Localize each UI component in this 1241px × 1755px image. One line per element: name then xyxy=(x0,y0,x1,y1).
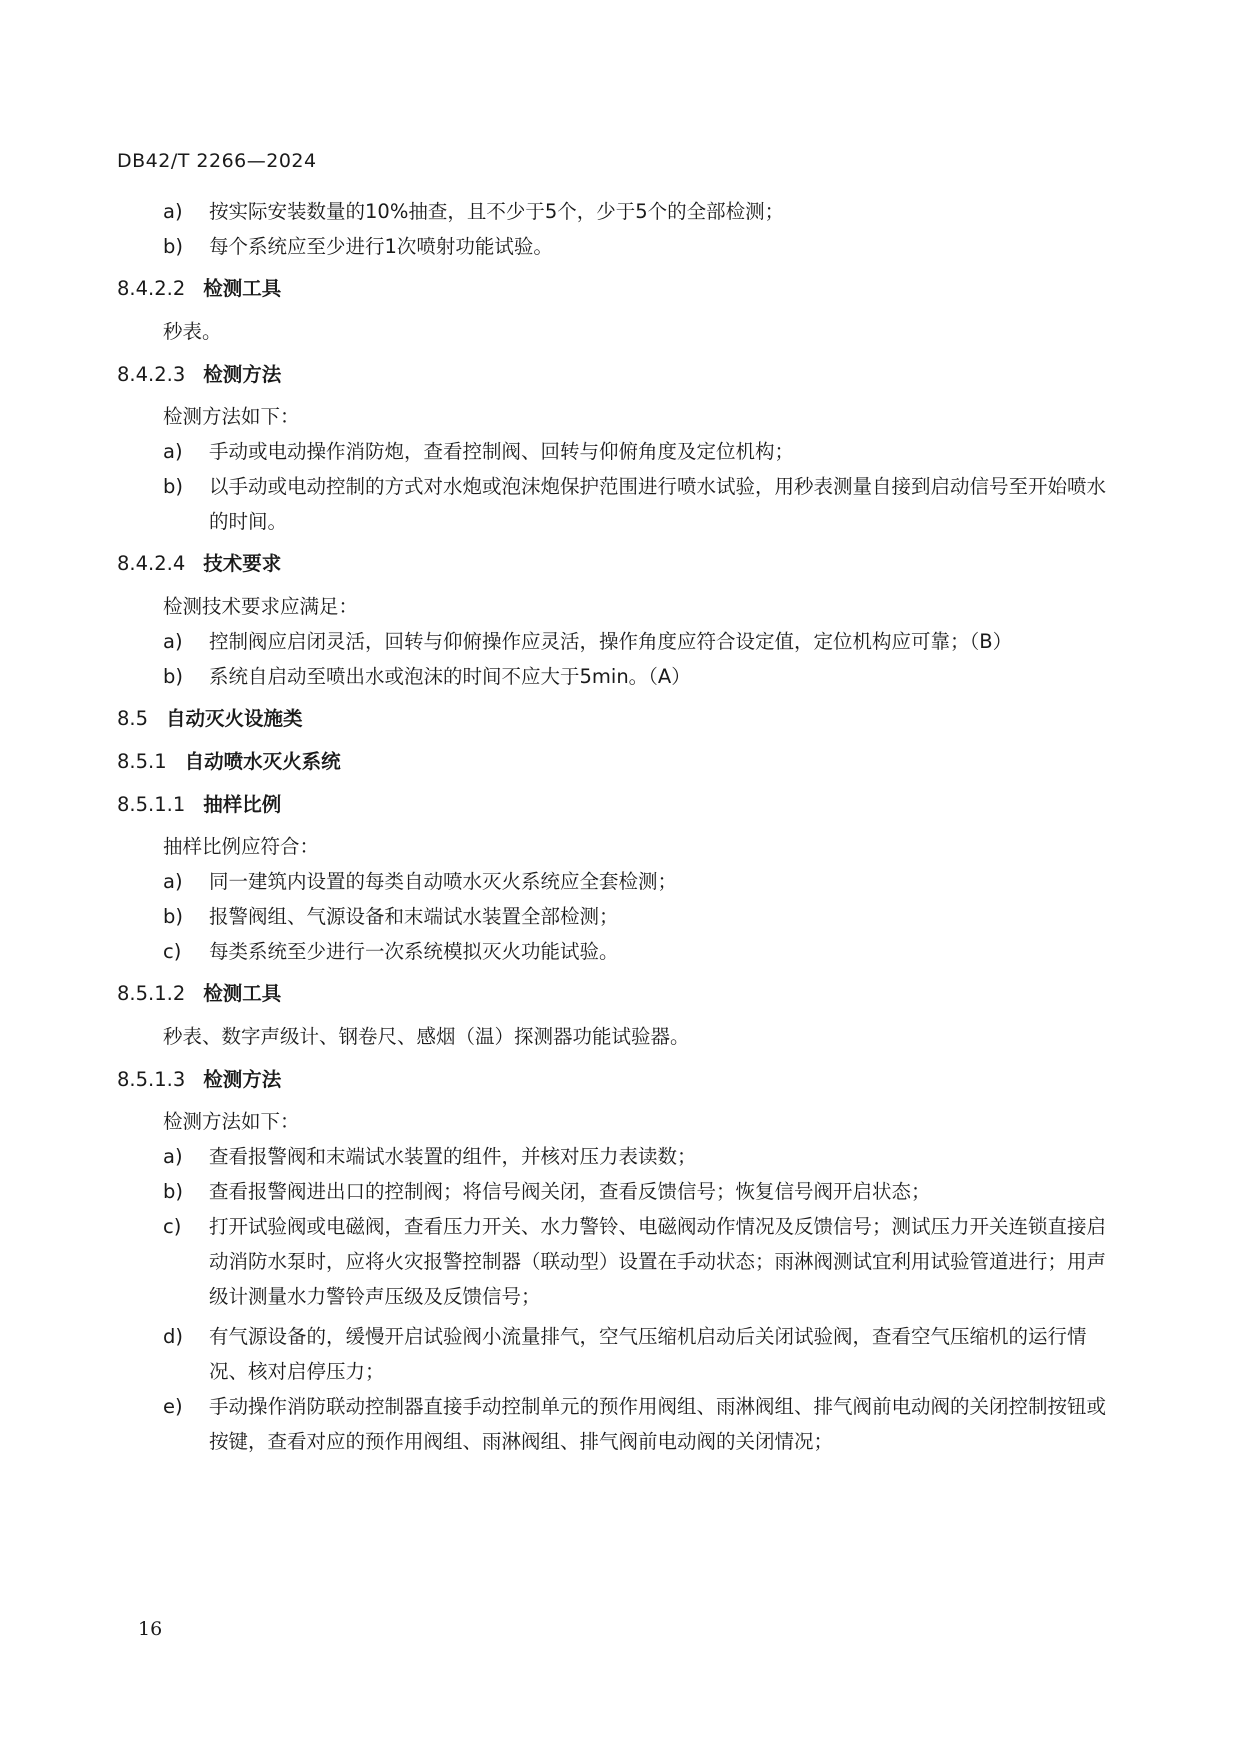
section-title: 自动灭火设施类 xyxy=(166,707,303,730)
list-item xyxy=(163,229,1111,264)
list-item-text: 按实际安装数量的10%抽查，且不少于5个，少于5个的全部检测； xyxy=(209,200,785,223)
section-heading xyxy=(117,357,281,392)
section-title: 技术要求 xyxy=(203,552,282,575)
list-item-label: b) xyxy=(163,1180,183,1203)
section-number: 8.5 xyxy=(117,707,149,730)
list-item xyxy=(163,1389,1111,1459)
paragraph: 秒表。 xyxy=(163,320,222,343)
list-item xyxy=(163,1139,1111,1174)
list-item-label: b) xyxy=(163,475,183,498)
section-heading xyxy=(117,744,341,779)
section-title: 检测工具 xyxy=(203,277,282,300)
section-number: 8.4.2.2 xyxy=(117,277,186,300)
list-item-label: b) xyxy=(163,905,183,928)
list-item-label: a) xyxy=(163,870,183,893)
list-item-text: 报警阀组、气源设备和末端试水装置全部检测； xyxy=(209,905,619,928)
list-item xyxy=(163,1209,1111,1314)
paragraph: 检测方法如下： xyxy=(163,405,300,428)
section-title: 检测方法 xyxy=(203,1068,282,1091)
list-item-label: a) xyxy=(163,440,183,463)
section-number: 8.4.2.3 xyxy=(117,363,186,386)
document-header: DB42/T 2266—2024 xyxy=(117,150,317,172)
section-title: 检测方法 xyxy=(203,363,282,386)
list-item-text: 手动或电动操作消防炮，查看控制阀、回转与仰俯角度及定位机构； xyxy=(209,440,795,463)
section-heading xyxy=(117,271,281,306)
list-item-text: 手动操作消防联动控制器直接手动控制单元的预作用阀组、雨淋阀组、排气阀前电动阀的关闭控制按钮或按键，查看对应的预作用阀组、雨淋阀组、排气阀前电动阀的关闭情况； xyxy=(209,1395,1107,1453)
list-item-label: a) xyxy=(163,1145,183,1168)
list-item-label: c) xyxy=(163,1215,182,1238)
list-item-text: 有气源设备的，缓慢开启试验阀小流量排气，空气压缩机启动后关闭试验阀，查看空气压缩机的运行情况、核对启停压力； xyxy=(209,1325,1087,1383)
list-item xyxy=(163,1319,1111,1389)
list-item xyxy=(163,659,1111,694)
list-item-text: 每类系统至少进行一次系统模拟灭火功能试验。 xyxy=(209,940,619,963)
list-item-text: 打开试验阀或电磁阀，查看压力开关、水力警铃、电磁阀动作情况及反馈信号；测试压力开关连锁直接启动消防水泵时，应将火灾报警控制器（联动型）设置在手动状态；雨淋阀测试宜利用试验管道进行；用声级计测量水力警铃声压级及反馈信号； xyxy=(209,1215,1107,1308)
list-item xyxy=(163,899,1111,934)
list-item xyxy=(163,864,1111,899)
list-item-text: 控制阀应启闭灵活，回转与仰俯操作应灵活，操作角度应符合设定值，定位机构应可靠；（B） xyxy=(209,630,1013,653)
list-item-label: c) xyxy=(163,940,182,963)
section-title: 抽样比例 xyxy=(203,793,282,816)
list-item-text: 同一建筑内设置的每类自动喷水灭火系统应全套检测； xyxy=(209,870,678,893)
list-item-label: e) xyxy=(163,1395,183,1418)
section-number: 8.5.1 xyxy=(117,750,167,773)
list-item-label: d) xyxy=(163,1325,183,1348)
paragraph: 检测技术要求应满足： xyxy=(163,595,359,618)
list-item-text: 以手动或电动控制的方式对水炮或泡沫炮保护范围进行喷水试验，用秒表测量自接到启动信号至开始喷水的时间。 xyxy=(209,475,1107,533)
paragraph: 抽样比例应符合： xyxy=(163,835,320,858)
section-heading xyxy=(117,546,281,581)
section-title: 检测工具 xyxy=(203,982,282,1005)
list-item-label: b) xyxy=(163,235,183,258)
section-number: 8.5.1.2 xyxy=(117,982,186,1005)
list-item-text: 查看报警阀进出口的控制阀；将信号阀关闭，查看反馈信号；恢复信号阀开启状态； xyxy=(209,1180,931,1203)
section-heading xyxy=(117,976,281,1011)
page-number: 16 xyxy=(138,1618,163,1640)
list-item-label: a) xyxy=(163,630,183,653)
section-heading xyxy=(117,787,281,822)
paragraph: 秒表、数字声级计、钢卷尺、感烟（温）探测器功能试验器。 xyxy=(163,1025,690,1048)
list-item-text: 查看报警阀和末端试水装置的组件，并核对压力表读数； xyxy=(209,1145,697,1168)
list-item-text: 系统自启动至喷出水或泡沫的时间不应大于5min。（A） xyxy=(209,665,691,688)
section-number: 8.5.1.3 xyxy=(117,1068,186,1091)
list-item-text: 每个系统应至少进行1次喷射功能试验。 xyxy=(209,235,553,258)
section-heading xyxy=(117,701,303,736)
list-item xyxy=(163,624,1111,659)
list-item xyxy=(163,934,1111,969)
paragraph: 检测方法如下： xyxy=(163,1110,300,1133)
section-heading xyxy=(117,1062,281,1097)
section-number: 8.5.1.1 xyxy=(117,793,186,816)
list-item xyxy=(163,1174,1111,1209)
list-item-label: a) xyxy=(163,200,183,223)
list-item xyxy=(163,434,1111,469)
section-number: 8.4.2.4 xyxy=(117,552,186,575)
list-item-label: b) xyxy=(163,665,183,688)
list-item xyxy=(163,469,1111,539)
list-item xyxy=(163,194,1111,229)
section-title: 自动喷水灭火系统 xyxy=(184,750,341,773)
